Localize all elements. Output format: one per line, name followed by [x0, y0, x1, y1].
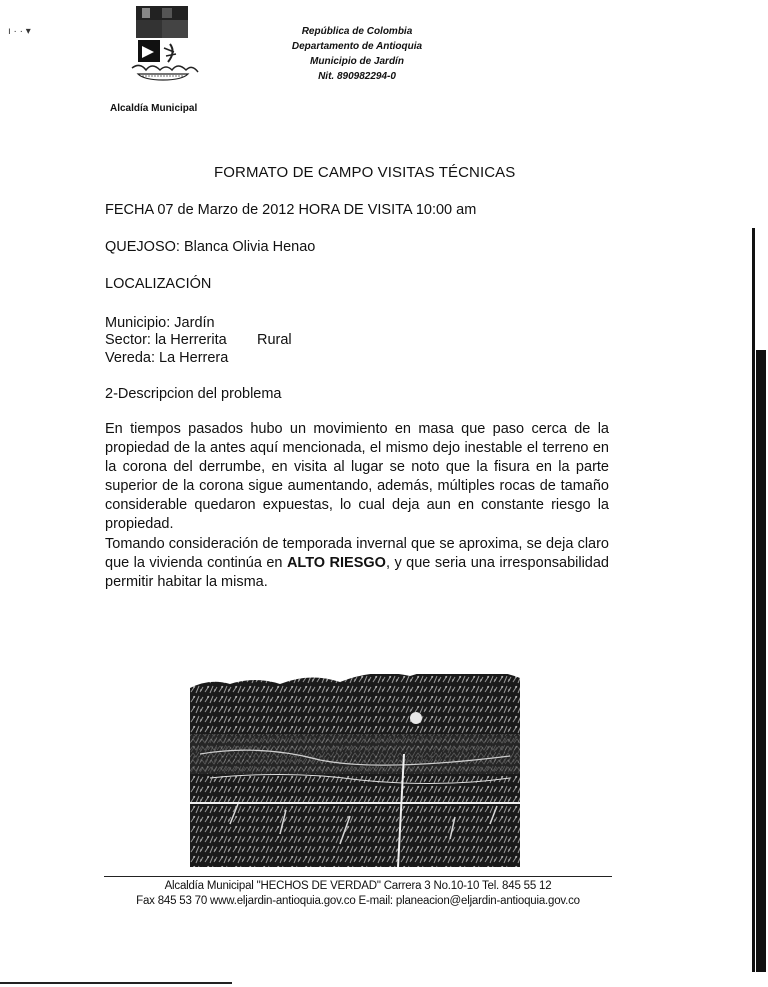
scan-edge-shadow-thick [756, 350, 766, 972]
sector-type: Rural [257, 332, 292, 348]
paragraph-2-text: Tomando consideración de temporada invernal que se aproxima, se deja claro que la vivienda continúa en [105, 536, 609, 571]
office-label: Alcaldía Municipal [110, 103, 198, 114]
section-heading: 2-Descripcion del problema [105, 386, 282, 402]
sector-value: Sector: la Herrerita [105, 332, 227, 348]
scan-edge-shadow [752, 228, 755, 972]
municipality-field: Municipio: Jardín [105, 315, 215, 331]
vereda-field: Vereda: La Herrera [105, 350, 229, 366]
document-title: FORMATO DE CAMPO VISITAS TÉCNICAS [214, 164, 516, 181]
department-line: Departamento de Antioquia [291, 41, 423, 52]
footer-contact-line: Fax 845 53 70 www.eljardin-antioquia.gov.co E-mail: planeacion@eljardin-antioquia.gov.co [136, 895, 580, 907]
site-photograph [190, 674, 520, 867]
description-paragraph-2 [105, 535, 609, 592]
footer-address-line: Alcaldía Municipal "HECHOS DE VERDAD" Carrera 3 No.10-10 Tel. 845 55 12 [164, 880, 552, 892]
letterhead-block [272, 24, 442, 84]
nit-line: Nit. 890982294-0 [318, 71, 396, 82]
scan-speck: ı · · ▾ [8, 26, 31, 37]
municipal-crest-logo [128, 4, 200, 86]
republic-line: República de Colombia [301, 26, 413, 37]
footer-divider [104, 876, 612, 877]
sector-field [105, 332, 292, 348]
location-heading: LOCALIZACIÓN [105, 276, 212, 292]
date-time-field: FECHA 07 de Marzo de 2012 HORA DE VISITA 10:00 am [105, 202, 477, 218]
description-paragraph-1: En tiempos pasados hubo un movimiento en masa que paso cerca de la propiedad de la antes aquí mencionada, el mismo dejo inestable el terreno en la corona del derrumbe, en visita al lugar se noto que la fisura en la parte superior de la corona sigue aumentando, además, múltiples rocas de tamaño considerable quedaron expuestas, lo cual deja aun en constante riesgo la propiedad. [105, 421, 609, 532]
municipality-line: Municipio de Jardín [310, 56, 404, 67]
scan-bottom-artifact [0, 982, 232, 984]
complainant-field: QUEJOSO: Blanca Olivia Henao [105, 239, 316, 255]
risk-emphasis: ALTO RIESGO [286, 555, 386, 571]
paragraph-2-tail: , y que seria una irresponsabilidad permitir habitar la misma. [105, 555, 609, 590]
